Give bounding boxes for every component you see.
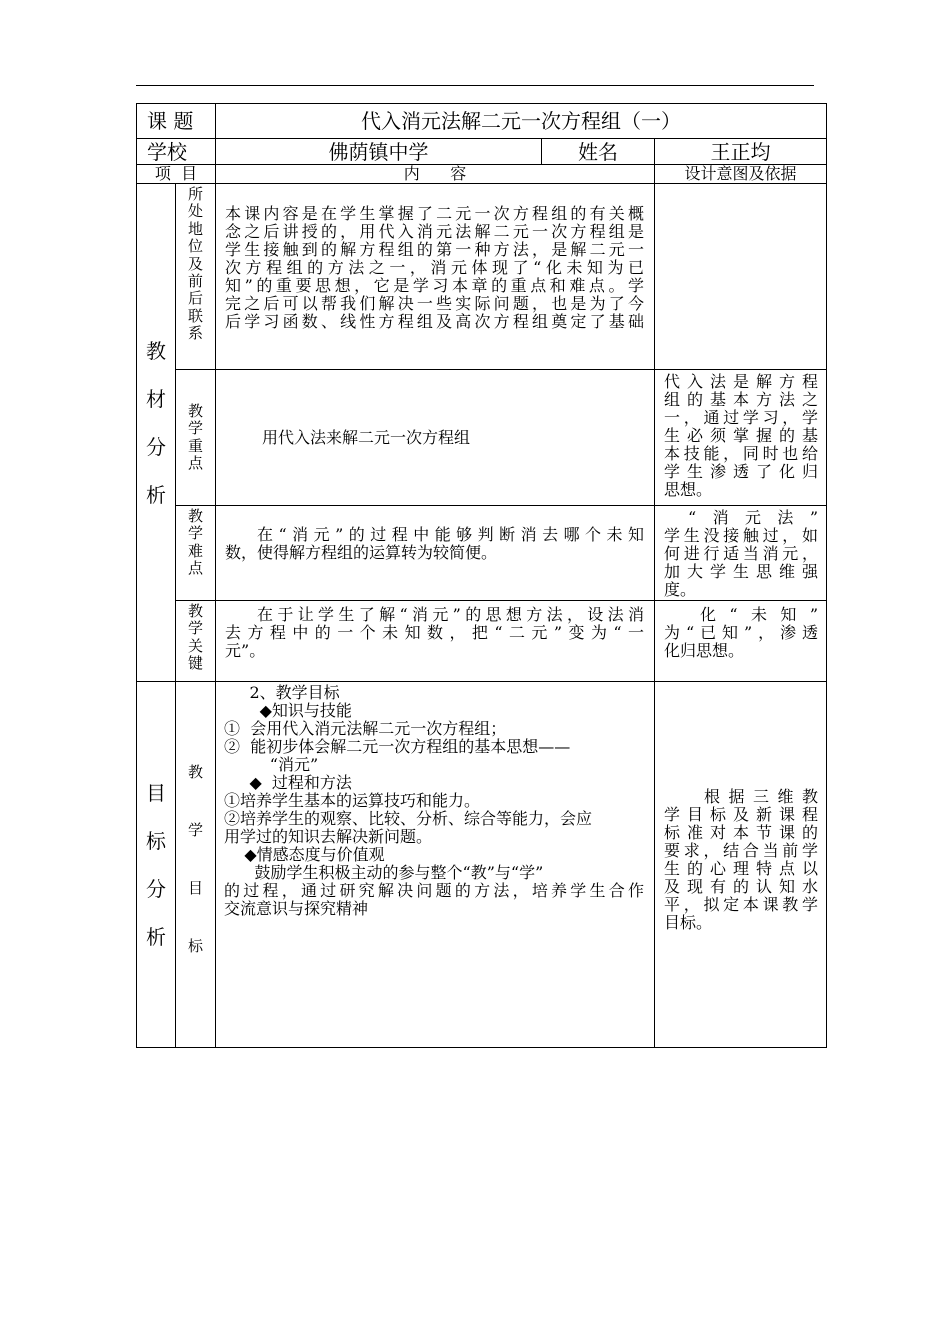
- position-label: [176, 184, 216, 370]
- text-line: 知”的重要思想，它是学习本章的重点和难点。学: [225, 276, 645, 295]
- text-line: ①培养学生基本的运算技巧和能力。: [224, 791, 481, 810]
- text-line: 平，拟定本课教学: [664, 895, 819, 914]
- label-char: 目: [188, 878, 204, 897]
- key-point-label: [176, 370, 216, 506]
- text-line: ② 能初步体会解二元一次方程组的基本思想——: [224, 737, 571, 756]
- topic-value: 代入消元法解二元一次方程组（一）: [216, 104, 827, 139]
- text-line: ① 会用代入消元法解二元一次方程组；: [224, 719, 507, 738]
- name-value: 王正均: [655, 139, 827, 165]
- label-char: 教: [188, 762, 204, 781]
- teaching-objective-content: [216, 682, 655, 1048]
- label-char: 点: [188, 453, 204, 472]
- label-char: 后: [188, 289, 204, 308]
- label-char: 键: [188, 654, 204, 673]
- teaching-objective-label: [176, 682, 216, 1048]
- text-line: 完之后可以帮我们解决一些实际问题，也是为了今: [225, 294, 645, 313]
- text-line: ◆知识与技能: [224, 701, 352, 720]
- label-char: 教: [188, 401, 204, 420]
- text-line: 化归思想。: [664, 641, 745, 660]
- column-header-item: 项 目: [137, 165, 216, 184]
- header-rule: [136, 85, 814, 86]
- group-char: 分: [146, 434, 166, 459]
- key-design: [655, 601, 827, 682]
- label-char: 教: [188, 507, 204, 525]
- text-line: 度。: [664, 580, 697, 599]
- label-char: 点: [188, 559, 204, 578]
- label-char: 位: [188, 237, 204, 256]
- group-char: 教: [146, 338, 166, 363]
- text-line: 何进行适当消元，: [664, 544, 819, 563]
- text-line: 本技能，同时也给: [664, 444, 819, 463]
- group-char: 标: [146, 828, 166, 853]
- position-design: [655, 184, 827, 370]
- text-line: 在于让学生了解“消元”的思想方法，设法消: [257, 605, 645, 624]
- text-line: ②培养学生的观察、比较、分析、综合等能力，会应: [224, 809, 593, 828]
- group-char: 目: [146, 780, 166, 805]
- text-line: 代入法是解方程: [664, 372, 819, 391]
- text-line: 用学过的知识去解决新问题。: [224, 827, 433, 846]
- label-char: 学: [188, 619, 204, 638]
- text-line: 本课内容是在学生掌握了二元一次方程组的有关概: [225, 204, 645, 223]
- label-char: 地: [188, 219, 204, 238]
- text-line: 念之后讲授的，用代入消元法解二元一次方程组是: [225, 222, 645, 241]
- difficulty-design: [655, 506, 827, 601]
- group-char: 析: [146, 924, 166, 949]
- text-line: ◆情感态度与价值观: [224, 845, 385, 864]
- label-char: 前: [188, 272, 204, 291]
- text-line: 学目标及新课程: [664, 805, 819, 824]
- column-header-content: 内 容: [216, 165, 655, 184]
- text-line: 后学习函数、线性方程组及高次方程组奠定了基础: [225, 312, 645, 331]
- difficulty-content: [216, 506, 655, 601]
- text-line: 去方程中的一个未知数，把“二元”变为“一: [225, 623, 645, 642]
- school-label: 学校: [137, 139, 216, 165]
- text-line: 在“消元”的过程中能够判断消去哪个未知: [257, 525, 645, 544]
- text-line: 2、教学目标: [224, 683, 340, 702]
- material-analysis-label: [137, 184, 176, 682]
- topic-label: 课 题: [137, 104, 216, 139]
- text-line: 学生没接触过，如: [664, 526, 819, 545]
- label-char: 学: [188, 820, 204, 839]
- label-char: 处: [188, 202, 204, 221]
- text-line: 学生接触到的解方程组的第一种方法，是解二元一: [225, 240, 645, 259]
- text-line: 的过程，通过研究解决问题的方法，培养学生合作: [224, 881, 645, 900]
- label-char: 联: [188, 306, 204, 325]
- group-char: 析: [146, 482, 166, 507]
- text-line: “消元”: [224, 755, 319, 774]
- label-char: 关: [188, 636, 204, 655]
- column-header-design: 设计意图及依据: [655, 165, 827, 184]
- objective-analysis-label: [137, 682, 176, 1048]
- text-line: 化“未知”: [700, 605, 819, 624]
- key-point-content: [216, 370, 655, 506]
- text-line: “消元法”: [688, 508, 819, 527]
- text-line: 加大学生思维强: [664, 562, 819, 581]
- label-char: 学: [188, 419, 204, 438]
- text-line: 目标。: [664, 913, 713, 932]
- key-content: [216, 601, 655, 682]
- text-line: 根据三维教: [704, 787, 819, 806]
- teaching-objective-design: [655, 682, 827, 1048]
- label-char: 及: [188, 254, 204, 273]
- text-line: 交流意识与探究精神: [224, 899, 369, 918]
- text-line: 生必须掌握的基: [664, 426, 819, 445]
- name-label: 姓名: [542, 139, 655, 165]
- label-char: 标: [188, 936, 204, 955]
- label-char: 学: [188, 524, 204, 543]
- text-line: 鼓励学生积极主动的参与整个“教”与“学”: [224, 863, 544, 882]
- text-line: 次方程组的方法之一，消元体现了“化未知为已: [225, 258, 645, 277]
- label-char: 教: [188, 602, 204, 620]
- text-line: 及现有的认知水: [664, 877, 819, 896]
- text-line: 标准对本节课的: [664, 823, 819, 842]
- key-point-text: 用代入法来解二元一次方程组: [262, 427, 471, 447]
- text-line: 生的心理特点以: [664, 859, 819, 878]
- text-line: 元”。: [225, 641, 266, 660]
- lesson-plan-table: [136, 103, 827, 1048]
- label-char: 难: [188, 541, 204, 560]
- position-content: [216, 184, 655, 370]
- text-line: 一，通过学习，学: [664, 408, 819, 427]
- label-char: 系: [188, 324, 204, 343]
- text-line: ◆ 过程和方法: [224, 773, 352, 792]
- group-char: 分: [146, 876, 166, 901]
- label-char: 所: [188, 185, 204, 203]
- key-label: [176, 601, 216, 682]
- text-line: 学生渗透了化归: [664, 462, 819, 481]
- group-char: 材: [146, 386, 166, 411]
- text-line: 组的基本方法之: [664, 390, 819, 409]
- key-point-design: [655, 370, 827, 506]
- difficulty-label: [176, 506, 216, 601]
- text-line: 要求，结合当前学: [664, 841, 819, 860]
- label-char: 重: [188, 436, 204, 455]
- text-line: 思想。: [664, 480, 713, 499]
- text-line: 数，使得解方程组的运算转为较简便。: [225, 543, 498, 562]
- text-line: 为“已知”，渗透: [664, 623, 819, 642]
- school-value: 佛荫镇中学: [216, 139, 542, 165]
